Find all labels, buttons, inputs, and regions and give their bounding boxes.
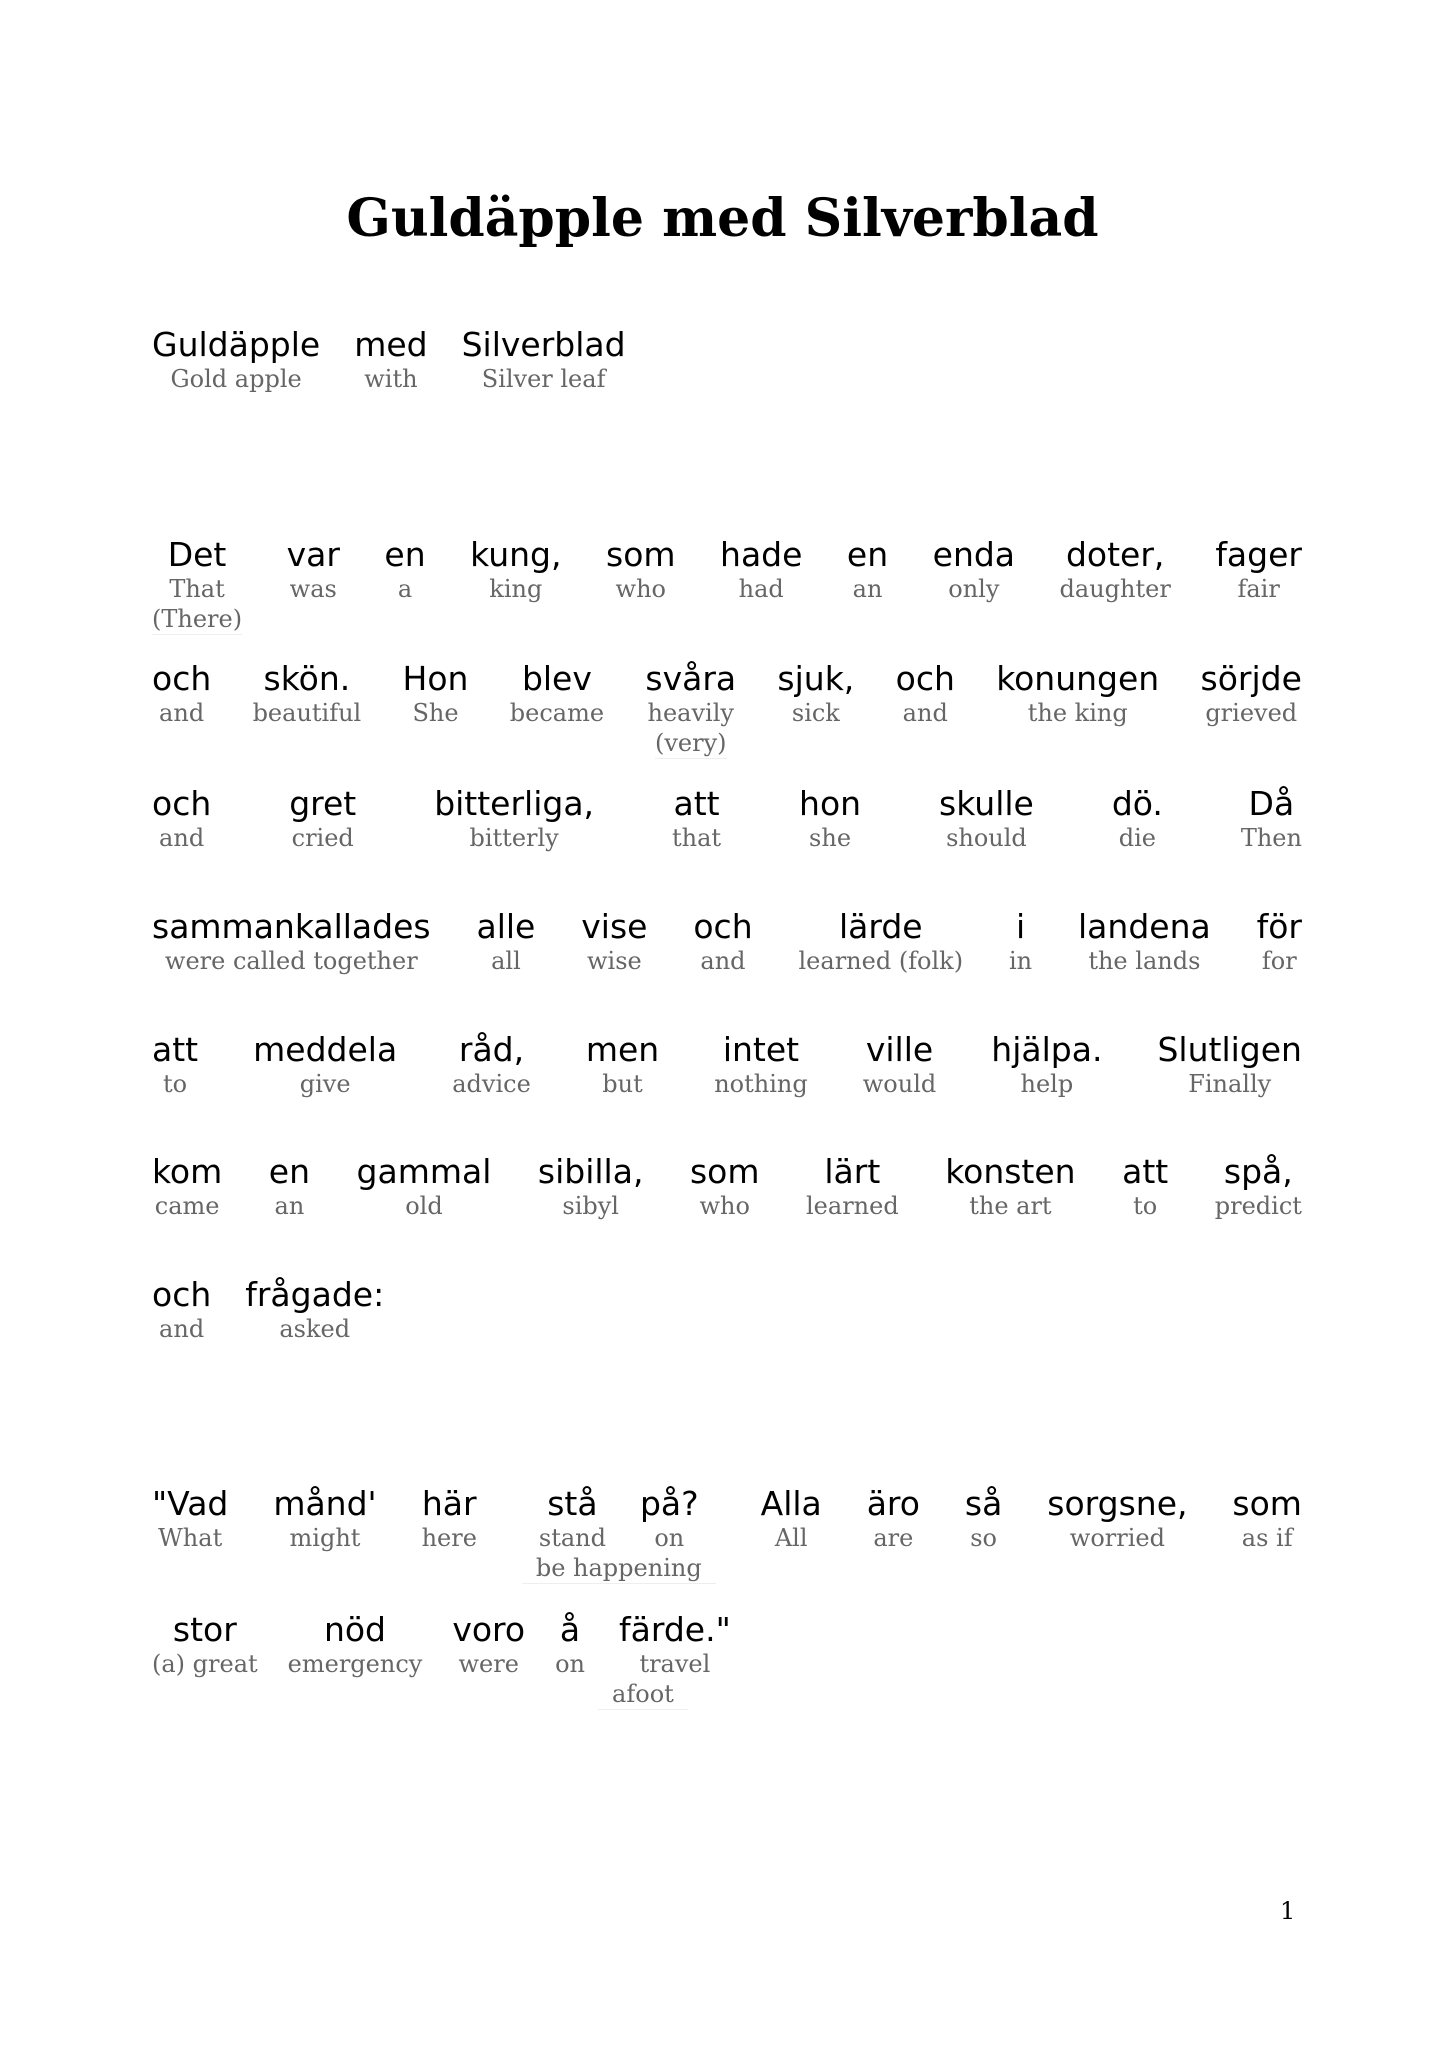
source-word: Det xyxy=(167,535,227,574)
source-word: nöd xyxy=(323,1610,387,1649)
word-token xyxy=(1122,1153,1168,1221)
gloss: emergency xyxy=(287,1650,423,1678)
word-token xyxy=(152,785,211,853)
source-word: och xyxy=(152,784,212,823)
gloss: cried xyxy=(291,824,354,852)
word-token xyxy=(152,1153,222,1221)
word-token xyxy=(152,1611,258,1679)
word-token xyxy=(640,1485,699,1553)
phrase-group xyxy=(555,1611,731,1710)
gloss: the king xyxy=(1027,699,1128,727)
source-word: med xyxy=(354,325,428,364)
gloss: are xyxy=(873,1524,914,1552)
source-word: dö. xyxy=(1111,784,1163,823)
text-line xyxy=(152,908,1302,976)
word-token xyxy=(1157,1031,1301,1099)
source-word: svåra xyxy=(645,659,737,698)
word-token xyxy=(1215,1153,1302,1221)
word-token xyxy=(555,1611,585,1679)
word-token xyxy=(720,536,802,604)
source-word: voro xyxy=(452,1610,526,1649)
gloss: nothing xyxy=(714,1070,808,1098)
word-token xyxy=(1009,908,1032,976)
source-word: en xyxy=(268,1152,311,1191)
gloss: That xyxy=(169,575,225,603)
source-word: Silverblad xyxy=(461,325,626,364)
gloss: an xyxy=(852,575,883,603)
word-token xyxy=(269,1153,310,1221)
source-word: månd' xyxy=(273,1484,377,1523)
word-token xyxy=(434,785,594,853)
gloss: all xyxy=(491,947,521,975)
source-word: hon xyxy=(799,784,862,823)
word-token xyxy=(965,1485,1002,1553)
word-token xyxy=(354,326,427,394)
gloss-alt: (very) xyxy=(654,729,727,757)
source-word: att xyxy=(673,784,720,823)
gloss-alt: (There) xyxy=(152,605,243,633)
source-word: hade xyxy=(720,535,803,574)
word-token xyxy=(357,1153,492,1221)
source-word: frågade: xyxy=(245,1275,385,1314)
source-word: på? xyxy=(639,1484,699,1523)
gloss: with xyxy=(364,365,418,393)
source-word: men xyxy=(585,1030,660,1069)
gloss: advice xyxy=(452,1070,531,1098)
gloss: All xyxy=(774,1524,808,1552)
word-token xyxy=(245,1276,384,1344)
word-token xyxy=(470,536,561,604)
word-token xyxy=(586,1031,659,1099)
page-title: Guldäpple med Silverblad xyxy=(346,188,1099,249)
gloss: a xyxy=(397,575,413,603)
word-token xyxy=(510,660,604,728)
gloss: Then xyxy=(1240,824,1302,852)
source-word: skulle xyxy=(939,784,1034,823)
word-token xyxy=(1257,908,1302,976)
word-token xyxy=(538,1153,644,1221)
word-token xyxy=(477,908,536,976)
word-token xyxy=(152,536,242,635)
source-word: konsten xyxy=(945,1152,1076,1191)
gloss: stand xyxy=(538,1524,606,1552)
source-word: och xyxy=(152,1275,212,1314)
gloss: the lands xyxy=(1088,947,1201,975)
source-word: i xyxy=(1015,907,1026,946)
gloss: die xyxy=(1118,824,1156,852)
gloss: was xyxy=(289,575,337,603)
word-token xyxy=(452,1031,531,1099)
gloss: learned (folk) xyxy=(798,947,964,975)
gloss: predict xyxy=(1214,1192,1302,1220)
word-token xyxy=(288,1611,423,1679)
gloss: asked xyxy=(279,1315,351,1343)
source-word: sibilla, xyxy=(537,1152,644,1191)
source-word: som xyxy=(606,535,676,574)
source-word: att xyxy=(152,1030,199,1069)
gloss: Silver leaf xyxy=(481,365,606,393)
text-line xyxy=(152,326,1302,394)
word-token xyxy=(1201,660,1302,728)
gloss: might xyxy=(289,1524,361,1552)
source-word: Alla xyxy=(760,1484,822,1523)
source-word: råd, xyxy=(458,1030,525,1069)
word-token xyxy=(672,785,721,853)
word-token xyxy=(1060,536,1171,604)
gloss: came xyxy=(154,1192,220,1220)
gloss: sick xyxy=(791,699,840,727)
gloss: learned xyxy=(806,1192,899,1220)
word-token xyxy=(1232,1485,1302,1553)
source-word: konungen xyxy=(996,659,1160,698)
source-word: gret xyxy=(289,784,357,823)
source-word: äro xyxy=(866,1484,920,1523)
gloss: (a) great xyxy=(152,1650,258,1678)
gloss: on xyxy=(654,1524,685,1552)
gloss: beautiful xyxy=(252,699,362,727)
source-word: doter, xyxy=(1065,535,1165,574)
gloss: who xyxy=(615,575,666,603)
text-line xyxy=(152,785,1302,853)
phrase-row xyxy=(555,1611,731,1679)
gloss: were xyxy=(458,1650,519,1678)
gloss: as if xyxy=(1241,1524,1293,1552)
word-token xyxy=(287,536,340,604)
word-token xyxy=(152,1276,211,1344)
source-word: och xyxy=(693,907,753,946)
word-token xyxy=(1215,536,1302,604)
text-line xyxy=(152,536,1302,635)
gloss: only xyxy=(948,575,1000,603)
gloss: and xyxy=(159,699,205,727)
text-line xyxy=(152,660,1302,759)
word-token xyxy=(152,1031,198,1099)
source-word: lärde xyxy=(838,907,923,946)
text-line xyxy=(152,1611,1302,1710)
gloss: for xyxy=(1261,947,1297,975)
source-word: sammankallades xyxy=(152,907,431,946)
gloss: travel xyxy=(639,1650,711,1678)
gloss: in xyxy=(1008,947,1033,975)
source-word: intet xyxy=(722,1030,800,1069)
word-token xyxy=(539,1485,606,1553)
page-number: 1 xyxy=(1280,1897,1296,1925)
word-token xyxy=(777,660,854,728)
gloss: here xyxy=(421,1524,477,1552)
word-token xyxy=(863,1031,937,1099)
word-token xyxy=(945,1153,1075,1221)
source-word: och xyxy=(895,659,955,698)
gloss: so xyxy=(970,1524,997,1552)
gloss: grieved xyxy=(1205,699,1298,727)
word-token xyxy=(253,660,362,728)
word-token xyxy=(452,1611,525,1679)
gloss: help xyxy=(1020,1070,1074,1098)
word-token xyxy=(606,536,676,604)
gloss: and xyxy=(902,699,948,727)
word-token xyxy=(645,660,736,759)
gloss: king xyxy=(489,575,543,603)
source-word: en xyxy=(384,535,426,574)
source-word: så xyxy=(964,1484,1003,1523)
text-line xyxy=(152,1153,1302,1221)
source-word: och xyxy=(152,659,212,698)
source-word: en xyxy=(846,535,889,574)
source-word: skön. xyxy=(263,659,351,698)
gloss: should xyxy=(946,824,1027,852)
gloss: wise xyxy=(586,947,642,975)
phrase-gloss: afoot xyxy=(598,1679,688,1710)
gloss: bitterly xyxy=(469,824,559,852)
phrase-group xyxy=(522,1485,716,1584)
word-token xyxy=(253,1031,397,1099)
source-word: sorgsne, xyxy=(1047,1484,1188,1523)
word-token xyxy=(939,785,1034,853)
word-token xyxy=(806,1153,899,1221)
source-word: lärt xyxy=(824,1152,881,1191)
word-token xyxy=(1047,1485,1187,1553)
gloss: were called together xyxy=(164,947,418,975)
gloss: worried xyxy=(1069,1524,1165,1552)
word-token xyxy=(991,1031,1102,1099)
source-word: sjuk, xyxy=(777,659,855,698)
gloss: Finally xyxy=(1188,1070,1272,1098)
word-token xyxy=(581,908,647,976)
text-line xyxy=(152,1276,1302,1344)
word-token xyxy=(273,1485,376,1553)
gloss: but xyxy=(602,1070,643,1098)
source-word: kom xyxy=(152,1152,223,1191)
word-token xyxy=(996,660,1159,728)
gloss: on xyxy=(555,1650,585,1678)
source-word: spå, xyxy=(1223,1152,1293,1191)
word-token xyxy=(619,1611,731,1679)
source-word: här xyxy=(421,1484,477,1523)
source-word: fager xyxy=(1215,535,1302,574)
gloss: would xyxy=(862,1070,937,1098)
word-token xyxy=(714,1031,808,1099)
source-word: stå xyxy=(547,1484,598,1523)
source-word: kung, xyxy=(470,535,562,574)
source-word: för xyxy=(1256,907,1302,946)
source-word: som xyxy=(1232,1484,1302,1523)
gloss: daughter xyxy=(1059,575,1171,603)
source-word: sörjde xyxy=(1200,659,1302,698)
source-word: å xyxy=(559,1610,581,1649)
gloss: the art xyxy=(969,1192,1052,1220)
gloss: and xyxy=(159,824,205,852)
gloss: heavily xyxy=(647,699,734,727)
gloss: sibyl xyxy=(562,1192,619,1220)
gloss: an xyxy=(274,1192,305,1220)
word-token xyxy=(847,536,888,604)
word-token xyxy=(1112,785,1163,853)
gloss: to xyxy=(163,1070,188,1098)
word-token xyxy=(152,908,431,976)
phrase-gloss: be happening xyxy=(522,1553,716,1584)
word-token xyxy=(403,660,469,728)
source-word: alle xyxy=(476,907,536,946)
source-word: Då xyxy=(1248,784,1295,823)
source-word: Slutligen xyxy=(1157,1030,1302,1069)
gloss: old xyxy=(405,1192,443,1220)
phrase-row xyxy=(539,1485,699,1553)
word-token xyxy=(384,536,425,604)
gloss: Gold apple xyxy=(170,365,302,393)
gloss: What xyxy=(158,1524,223,1552)
gloss: and xyxy=(700,947,746,975)
source-word: Hon xyxy=(402,659,469,698)
source-word: hjälpa. xyxy=(991,1030,1103,1069)
gloss: fair xyxy=(1237,575,1280,603)
source-word: enda xyxy=(932,535,1016,574)
word-token xyxy=(1241,785,1302,853)
word-token xyxy=(690,1153,760,1221)
gloss: who xyxy=(699,1192,750,1220)
gloss: to xyxy=(1133,1192,1158,1220)
gloss: She xyxy=(412,699,459,727)
source-word: Guldäpple xyxy=(152,325,321,364)
text-line xyxy=(152,1031,1302,1099)
word-token xyxy=(152,660,211,728)
word-token xyxy=(799,785,861,853)
gloss: that xyxy=(672,824,722,852)
word-token xyxy=(462,326,626,394)
source-word: som xyxy=(689,1152,760,1191)
gloss: and xyxy=(159,1315,205,1343)
source-word: "Vad xyxy=(152,1484,229,1523)
source-word: var xyxy=(286,535,340,574)
source-word: landena xyxy=(1078,907,1211,946)
word-token xyxy=(896,660,955,728)
word-token xyxy=(1078,908,1211,976)
source-word: ville xyxy=(865,1030,934,1069)
word-token xyxy=(867,1485,920,1553)
source-word: blev xyxy=(521,659,592,698)
word-token xyxy=(693,908,752,976)
gloss: give xyxy=(299,1070,351,1098)
gloss: became xyxy=(509,699,605,727)
source-word: vise xyxy=(581,907,648,946)
word-token xyxy=(799,908,964,976)
word-token xyxy=(422,1485,477,1553)
gloss: had xyxy=(738,575,784,603)
gloss: she xyxy=(809,824,852,852)
word-token xyxy=(933,536,1015,604)
text-line xyxy=(152,1485,1302,1584)
source-word: stor xyxy=(172,1610,237,1649)
word-token xyxy=(761,1485,822,1553)
source-word: gammal xyxy=(356,1152,492,1191)
source-word: bitterliga, xyxy=(434,784,595,823)
word-token xyxy=(152,326,320,394)
source-word: meddela xyxy=(253,1030,398,1069)
word-token xyxy=(289,785,356,853)
source-word: färde." xyxy=(619,1610,731,1649)
source-word: att xyxy=(1122,1152,1169,1191)
word-token xyxy=(152,1485,228,1553)
